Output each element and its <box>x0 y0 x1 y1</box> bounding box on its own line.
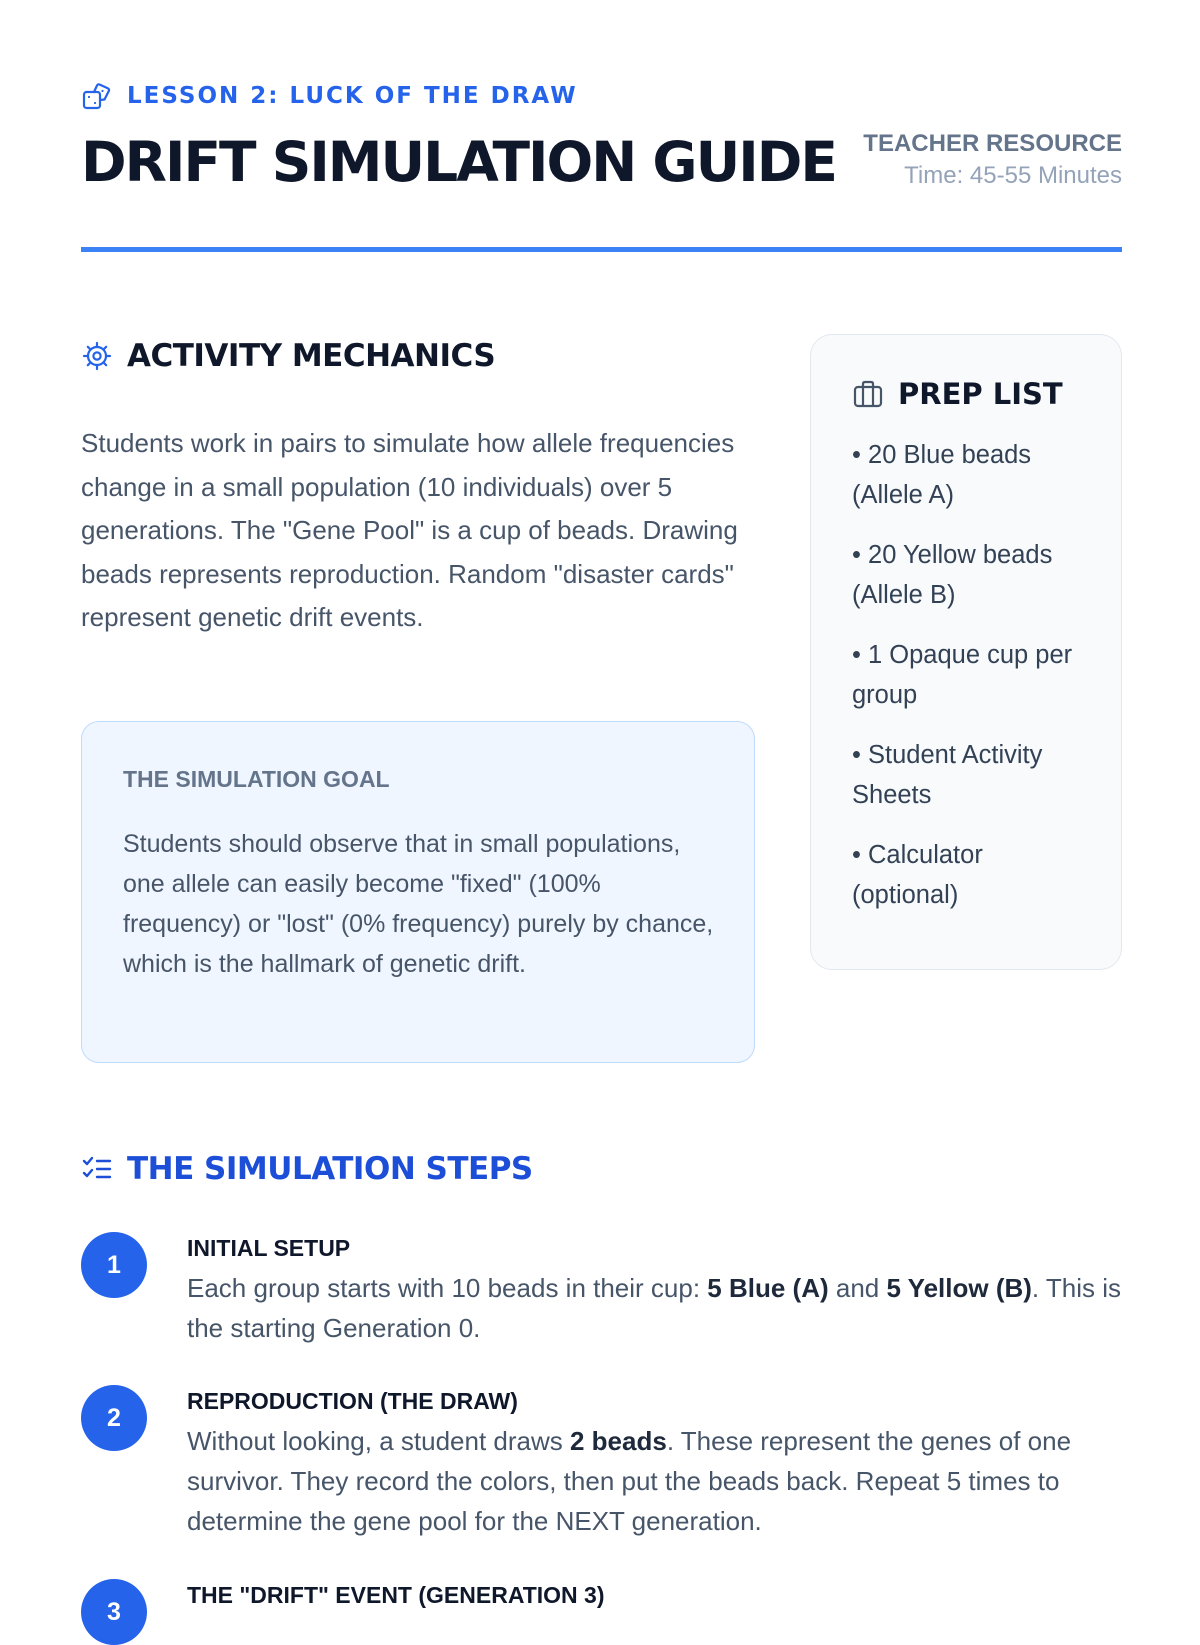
mechanics-title: ACTIVITY MECHANICS <box>127 338 496 374</box>
step-body <box>187 1579 1122 1611</box>
briefcase-icon <box>852 378 884 410</box>
step-title: THE "DRIFT" EVENT (GENERATION 3) <box>187 1582 605 1608</box>
list-item: • 1 Opaque cup per group <box>852 641 1073 709</box>
step-description: Each group starts with 10 beads in their cup: 5 Blue (A) and 5 Yellow (B). This is the starting Generation 0. <box>187 1273 1122 1343</box>
prep-title: PREP LIST <box>898 377 1063 411</box>
mechanics-description: Students work in pairs to simulate how allele frequencies change in a small population (10 individuals) over 5 generations. The "Gene Pool" is a cup of beads. Drawing beads represents reproduction. Random "disaster cards" represent genetic drift events. <box>81 428 738 632</box>
goal-label: THE SIMULATION GOAL <box>123 766 390 792</box>
prep-heading <box>852 377 1091 411</box>
step-body <box>187 1232 1122 1348</box>
resource-label: TEACHER RESOURCE <box>863 130 1122 157</box>
resource-info <box>863 128 1122 192</box>
lesson-label: LESSON 2: LUCK OF THE DRAW <box>127 83 578 109</box>
gear-icon <box>81 340 113 372</box>
prep-list-card <box>810 334 1122 970</box>
header-divider <box>81 247 1122 252</box>
list-item: • 20 Yellow beads (Allele B) <box>852 541 1053 609</box>
step-number-badge: 2 <box>81 1385 147 1451</box>
time-estimate: Time: 45-55 Minutes <box>904 162 1122 189</box>
steps-heading <box>81 1151 533 1187</box>
mechanics-heading <box>81 338 495 374</box>
list-item: • Student Activity Sheets <box>852 741 1043 809</box>
list-item: • 20 Blue beads (Allele A) <box>852 441 1032 509</box>
goal-text: Students should observe that in small populations, one allele can easily become "fixed" (100% frequency) or "lost" (0% frequency) purely by chance, which is the hallmark of genetic drift. <box>123 830 714 978</box>
step-title: REPRODUCTION (THE DRAW) <box>187 1388 518 1414</box>
guide-page <box>81 0 1122 1626</box>
step-number-badge: 1 <box>81 1232 147 1298</box>
list-item: • Calculator (optional) <box>852 841 983 909</box>
dice-icon <box>81 80 113 112</box>
steps-title: THE SIMULATION STEPS <box>127 1151 533 1187</box>
simulation-goal-callout <box>81 721 755 1063</box>
step-description: Without looking, a student draws 2 beads. These represent the genes of one survivor. They record the colors, then put the beads back. Repeat 5 times to determine the gene pool for the NEXT generation. <box>187 1426 1072 1536</box>
lesson-kicker <box>81 80 578 112</box>
page-title: DRIFT SIMULATION GUIDE <box>81 130 836 194</box>
step-number-badge: 3 <box>81 1579 147 1645</box>
checklist-icon <box>81 1153 113 1185</box>
prep-items <box>852 435 1091 915</box>
step-body <box>187 1385 1122 1541</box>
step-title: INITIAL SETUP <box>187 1235 351 1261</box>
